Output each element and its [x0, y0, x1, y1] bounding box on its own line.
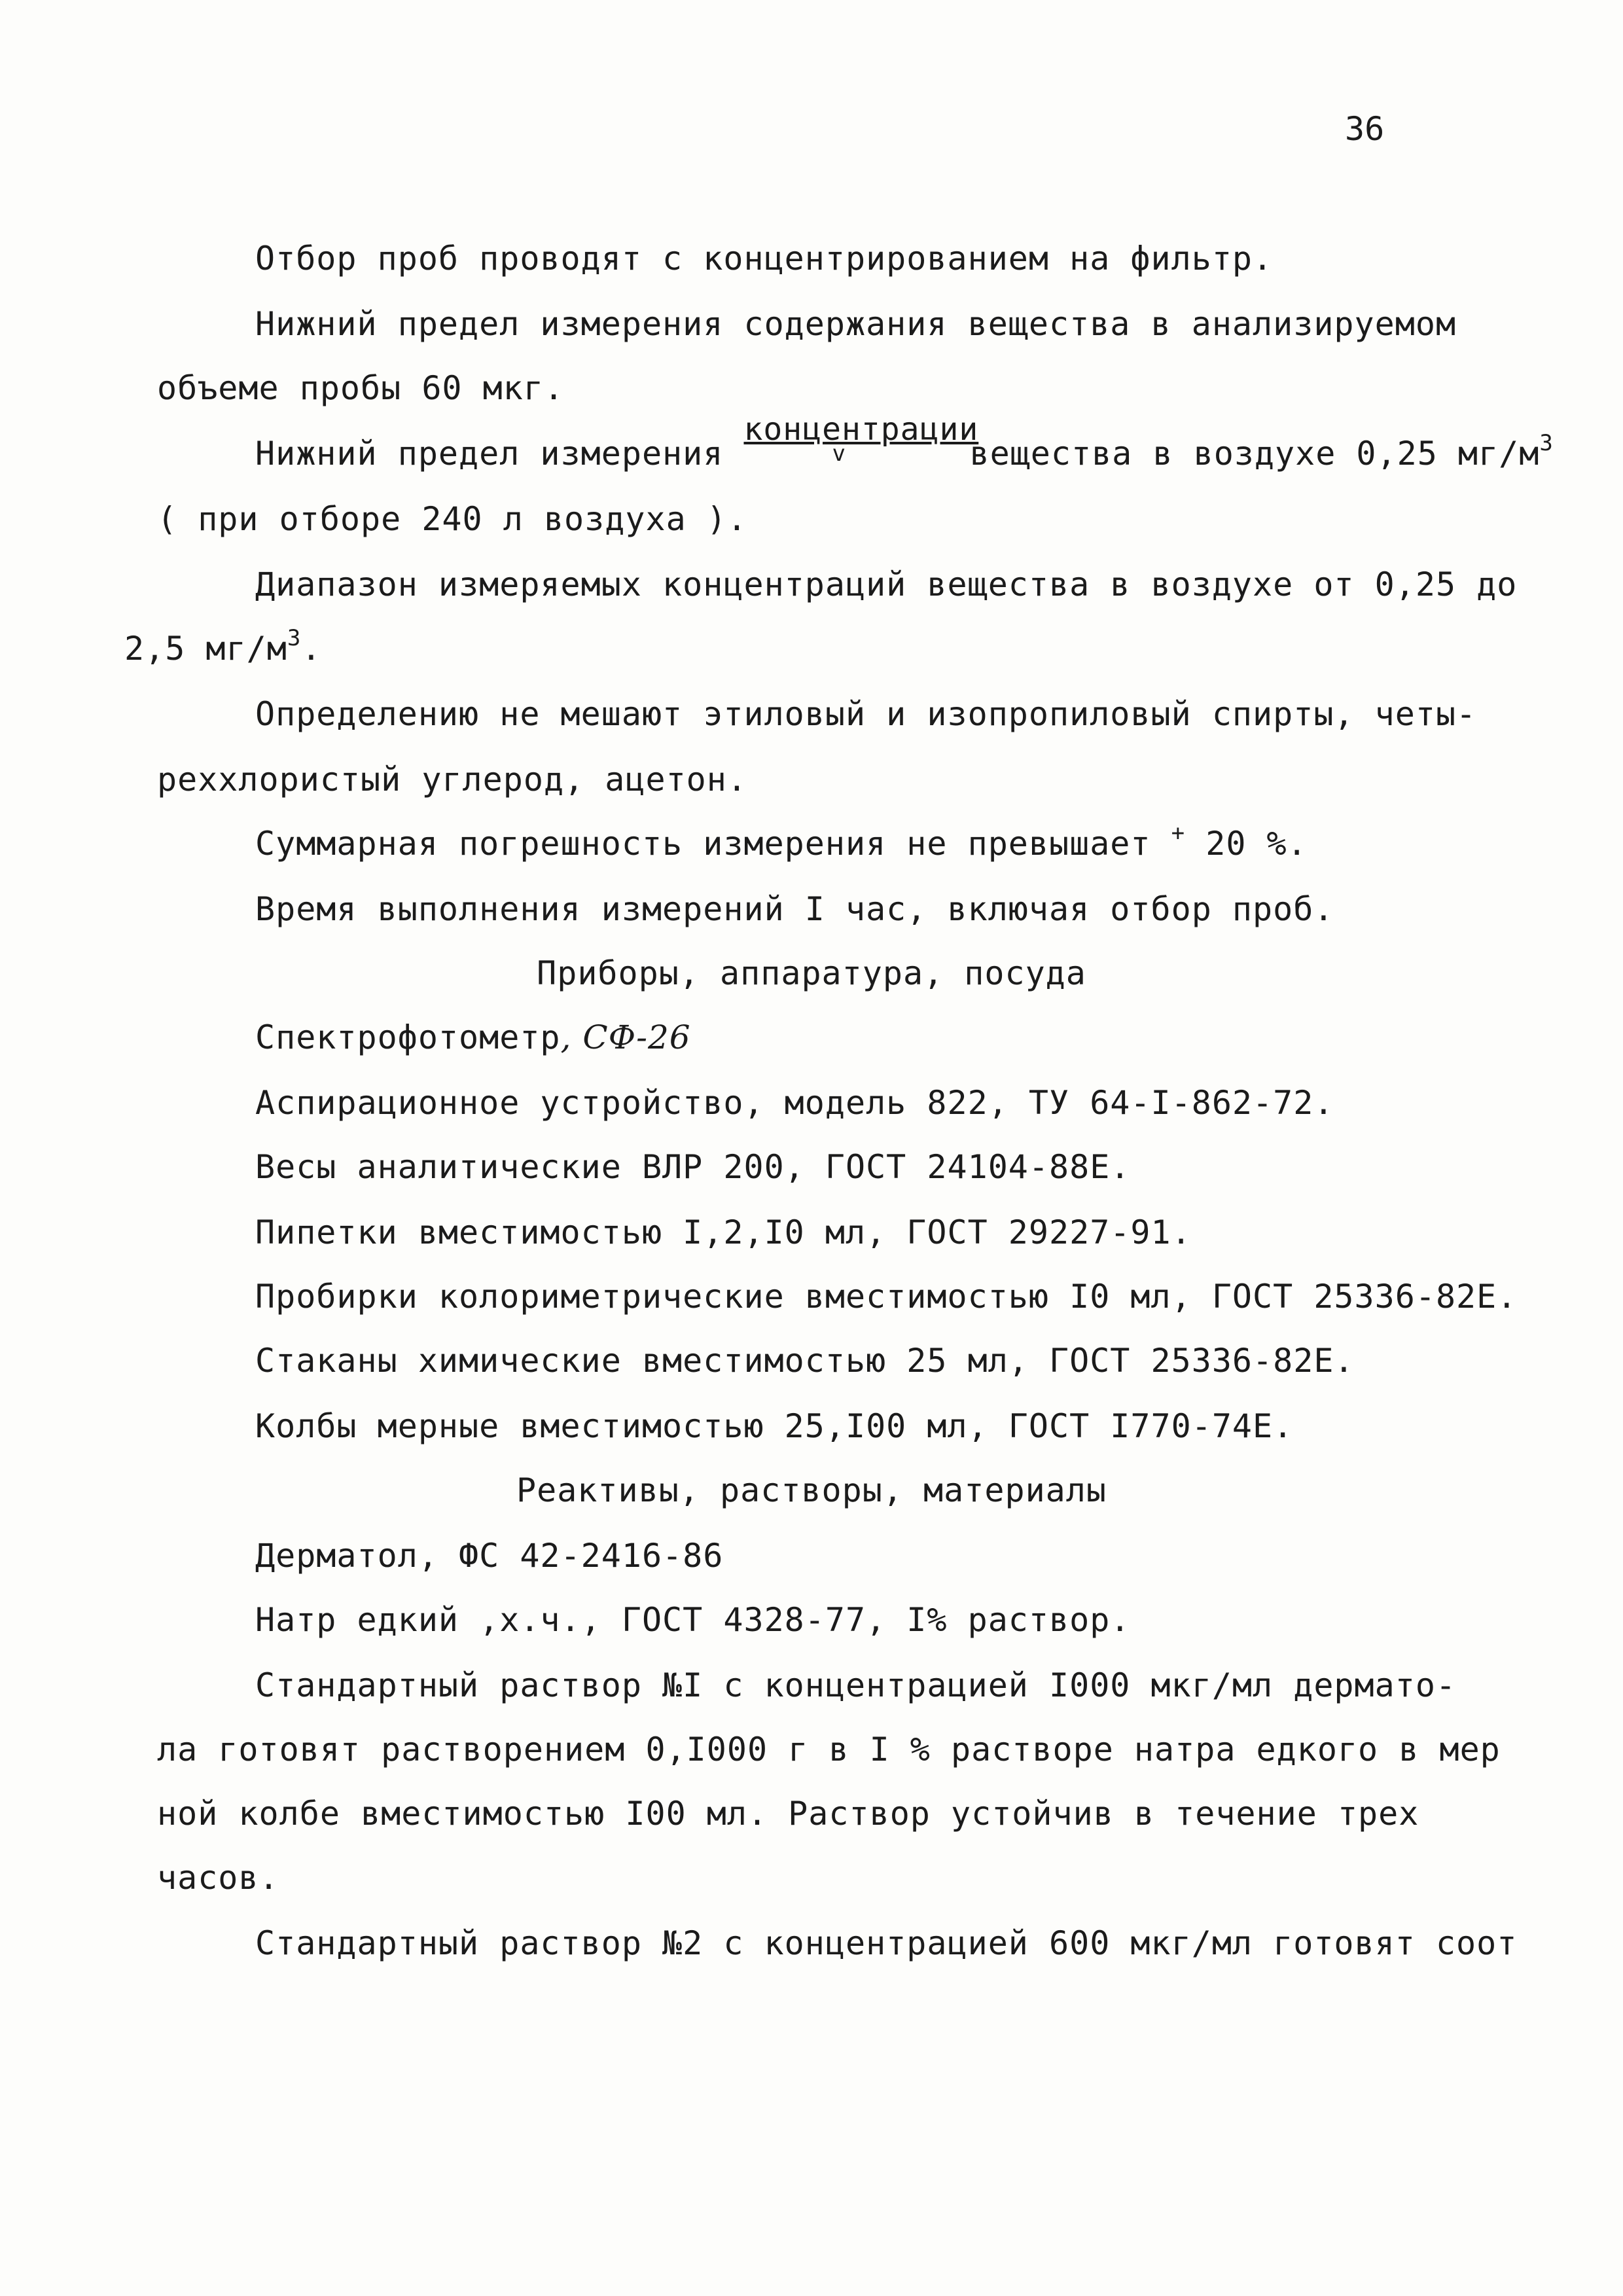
text-line-with-insertion — [255, 411, 1554, 473]
text-line: ла готовят растворением 0,I000 г в I % растворе натра едкого в мер — [157, 1731, 1501, 1768]
section-heading: Реактивы, растворы, материалы — [516, 1471, 1107, 1509]
text-line: Время выполнения измерений I час, включая отбор проб. — [255, 890, 1334, 928]
text-segment: 20 %. — [1185, 825, 1308, 863]
text-line: ной колбе вместимостью I00 мл. Раствор устойчив в течение трех — [157, 1795, 1419, 1833]
text-line: ( при отборе 240 л воздуха ). — [157, 500, 747, 538]
text-line: Колбы мерные вместимостью 25,I00 мл, ГОСТ I770-74Е. — [255, 1407, 1294, 1445]
text-line: Стаканы химические вместимостью 25 мл, ГОСТ 25336-82Е. — [255, 1342, 1355, 1380]
text-line: Определению не мешают этиловый и изопропиловый спирты, четы- — [255, 695, 1477, 733]
text-line: Стандартный раствор №I с концентрацией I000 мкг/мл дермато- — [255, 1666, 1457, 1704]
text-line: Натр едкий ,х.ч., ГОСТ 4328-77, I% раствор. — [255, 1601, 1131, 1639]
text-line: Диапазон измеряемых концентраций вещества в воздухе от 0,25 до — [255, 565, 1518, 603]
text-segment: . — [301, 630, 322, 668]
text-segment: Нижний предел измерения — [255, 435, 744, 473]
text-line: часов. — [157, 1859, 279, 1897]
text-line: объеме пробы 60 мкг. — [157, 369, 565, 407]
text-line — [255, 820, 1308, 863]
text-line — [124, 625, 322, 668]
text-line: Стандартный раствор №2 с концентрацией 600 мкг/мл готовят соот — [255, 1924, 1518, 1962]
text-segment: Спектрофотометр — [255, 1018, 561, 1056]
superscript: 3 — [1539, 430, 1554, 456]
text-line: реххлористый углерод, ацетон. — [157, 761, 747, 798]
plus-minus-sign: + — [1171, 820, 1186, 846]
text-line: Весы аналитические ВЛР 200, ГОСТ 24104-88Е. — [255, 1148, 1131, 1186]
insertion-text: концентрации — [743, 411, 979, 448]
text-segment: вещества в воздухе 0,25 мг/м — [969, 435, 1540, 473]
section-heading: Приборы, аппаратура, посуда — [537, 954, 1086, 992]
handwritten-note: , СФ-26 — [560, 1018, 691, 1056]
text-line: Отбор проб проводят с концентрированием на фильтр. — [255, 240, 1274, 278]
text-line: Нижний предел измерения содержания вещества в анализируемом — [255, 305, 1457, 343]
text-line: Дерматол, ФС 42-2416-86 — [255, 1537, 724, 1575]
text-segment: Суммарная погрешность измерения не превышает — [255, 825, 1171, 863]
text-segment: 2,5 мг/м — [124, 630, 287, 668]
text-line: Аспирационное устройство, модель 822, ТУ 64-I-862-72. — [255, 1084, 1334, 1122]
text-line: Пробирки колориметрические вместимостью I0 мл, ГОСТ 25336-82Е. — [255, 1278, 1518, 1316]
text-line: Пипетки вместимостью I,2,I0 мл, ГОСТ 29227-91. — [255, 1213, 1192, 1251]
insertion-caret: v — [832, 440, 846, 467]
handwritten-insertion — [743, 411, 979, 470]
text-line — [255, 1018, 691, 1056]
page-number: 36 — [1345, 110, 1385, 148]
superscript: 3 — [287, 625, 302, 651]
